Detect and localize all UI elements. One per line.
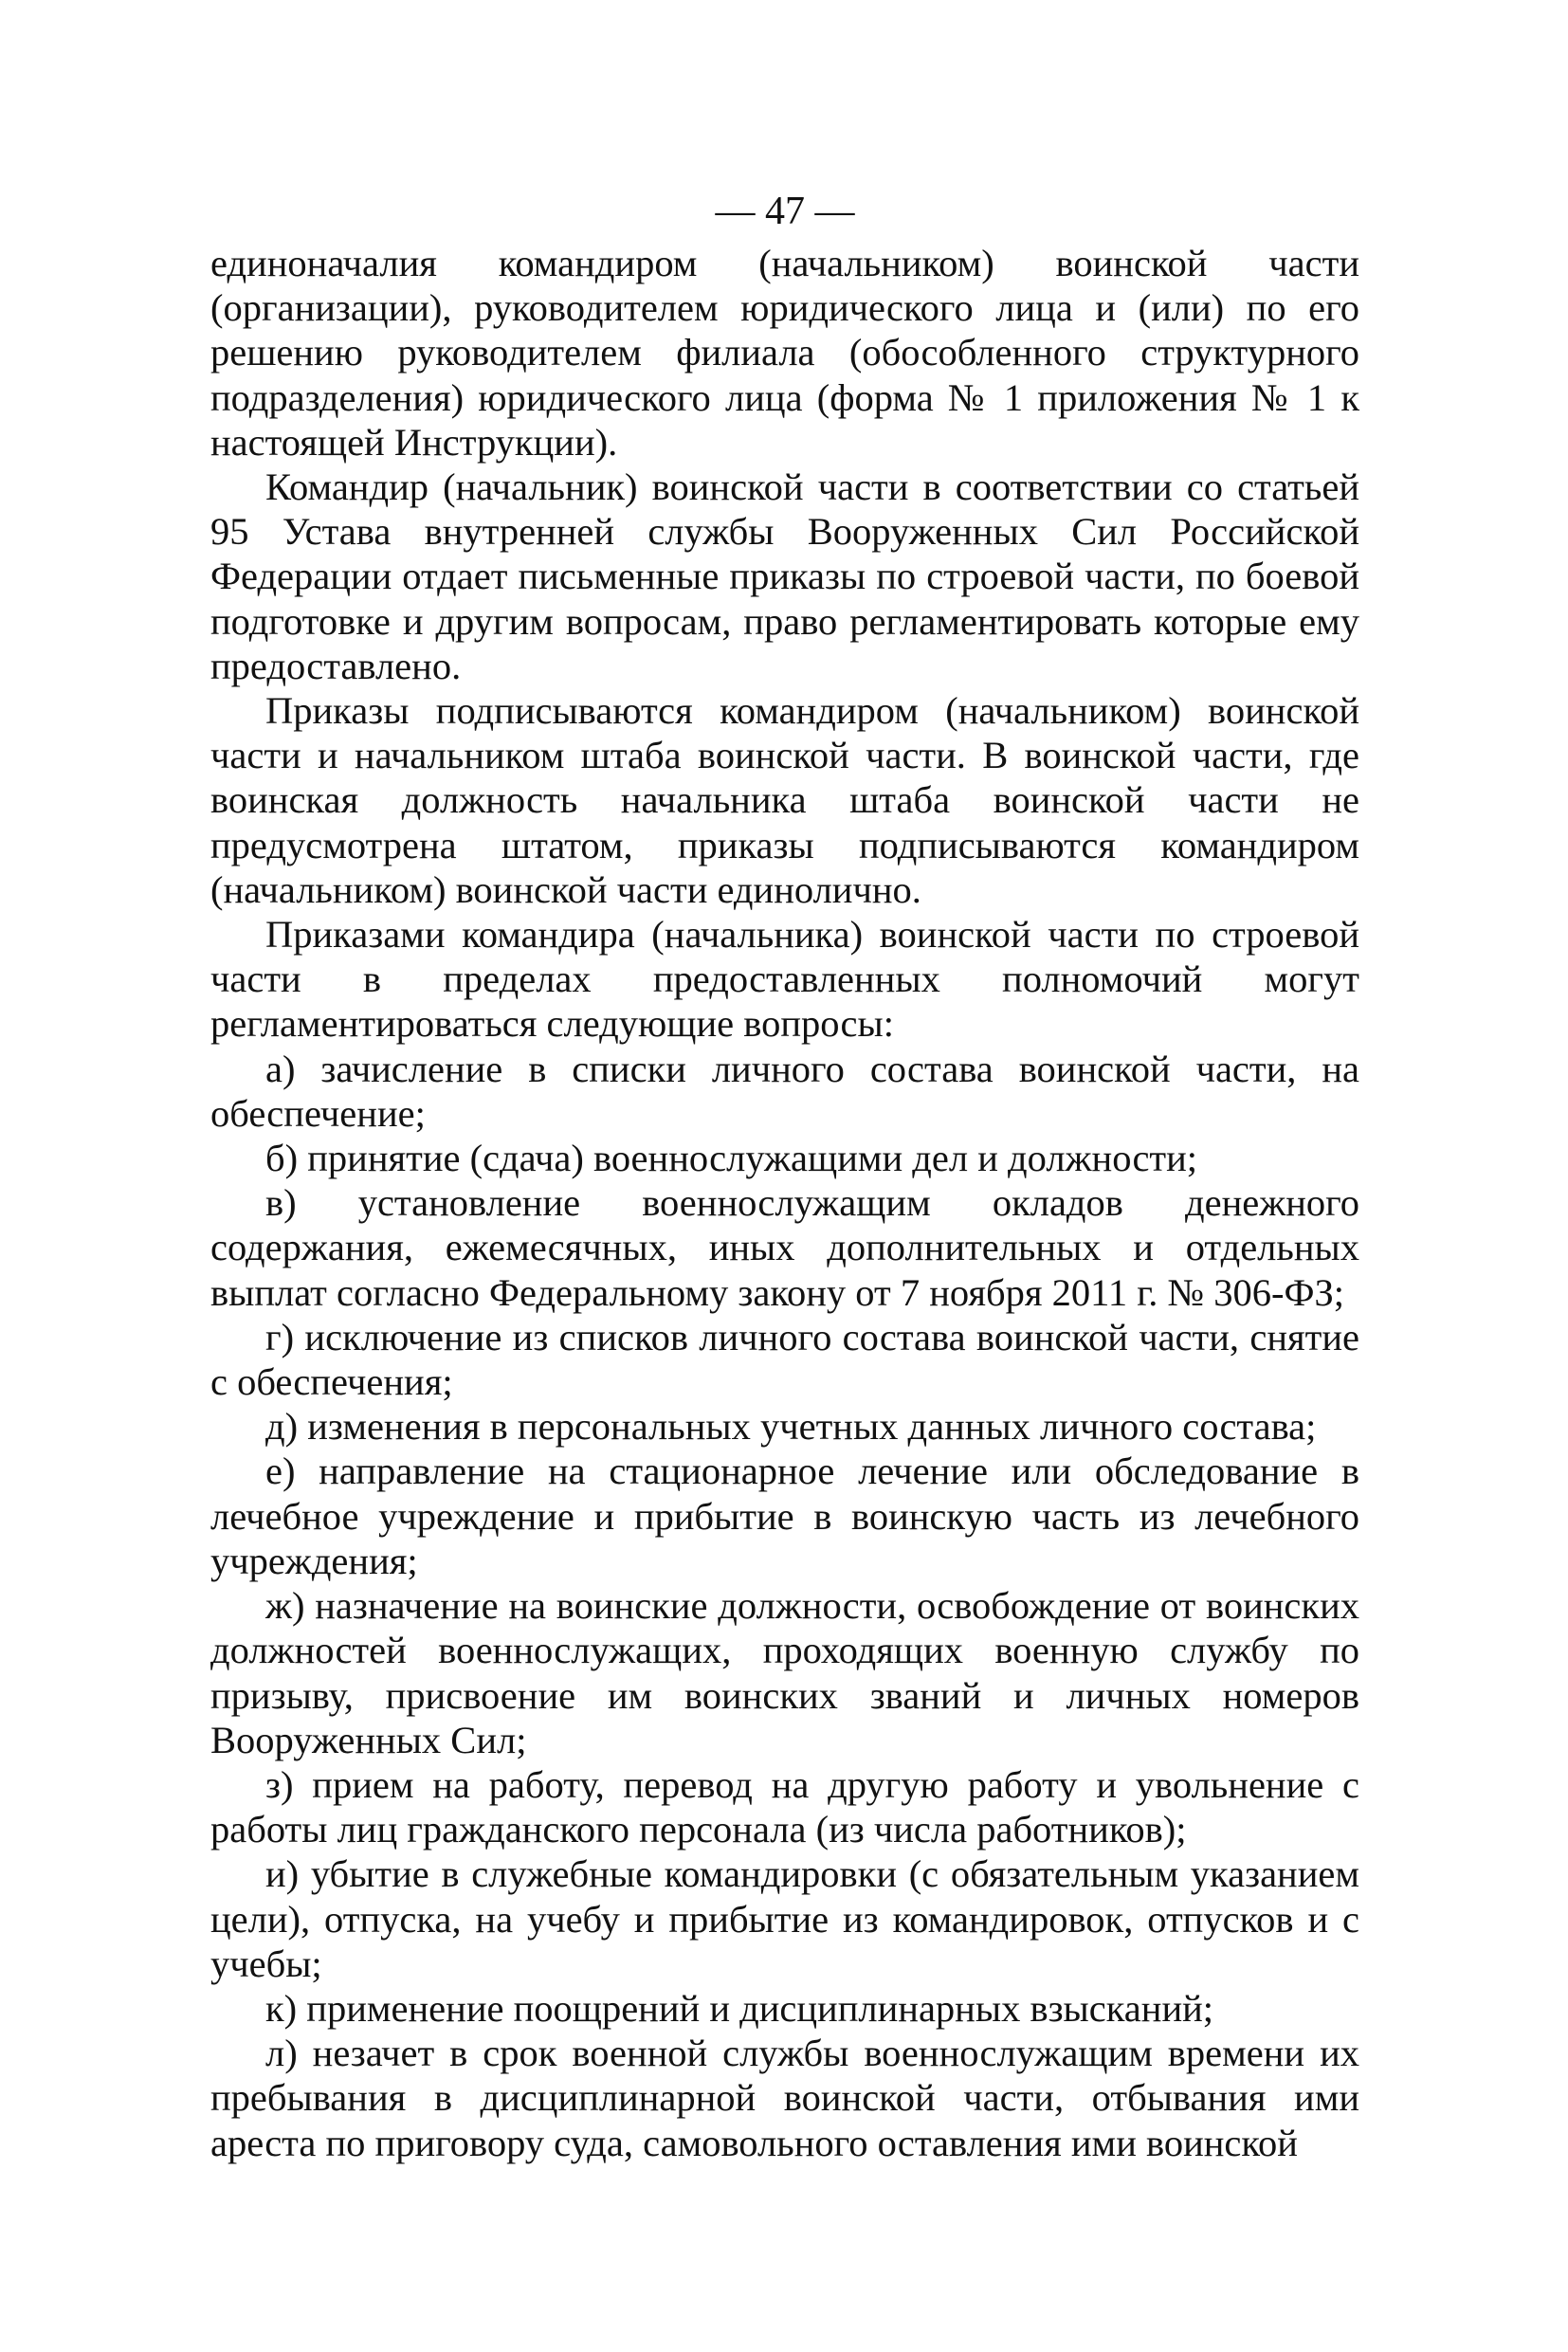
list-item-a: а) зачисление в списки личного состава воинской части, на обеспечение; <box>210 1047 1359 1135</box>
list-item-d: д) изменения в персональных учетных данных личного состава; <box>265 1405 1317 1449</box>
paragraph-4: Приказами командира (начальника) воинской части по строевой части в пределах предоставленных полномочий могут регламентироваться следующие вопросы: <box>210 913 1359 1046</box>
list-item-b: б) принятие (сдача) военнослужащими дел и должности; <box>265 1137 1198 1180</box>
page-number: — 47 — <box>715 190 855 233</box>
paragraph-2: Командир (начальник) воинской части в соответствии со статьей 95 Устава внутренней службы Вооруженных Сил Российской Федерации отдает письменные приказы по строевой части, по боевой подготовке и другим вопросам, право регламентировать которые ему предоставлено. <box>210 465 1359 687</box>
list-item-i: и) убытие в служебные командировки (с обязательным указанием цели), отпуска, на учебу и прибытие из командировок, отпусков и с учебы; <box>210 1852 1359 1985</box>
list-item-k: к) применение поощрений и дисциплинарных взысканий; <box>265 1986 1214 2030</box>
paragraph-1: единоначалия командиром (начальником) воинской части (организации), руководителем юридического лица и (или) по его решению руководителем филиала (обособленного структурного подразделения) юридического лица (форма № 1 приложения № 1 к настоящей Инструкции). <box>210 242 1359 464</box>
document-page <box>210 188 1359 2165</box>
list-item-l: л) незачет в срок военной службы военнослужащим времени их пребывания в дисциплинарной воинской части, отбывания ими ареста по приговору суда, самовольного оставления ими воинской <box>210 2032 1359 2164</box>
list-item-zh: ж) назначение на воинские должности, освобождение от воинских должностей военнослужащих, проходящих военную службу по призыву, присвоение им воинских званий и личных номеров Вооруженных Сил; <box>210 1584 1359 1761</box>
list-item-g: г) исключение из списков личного состава воинской части, снятие с обеспечения; <box>210 1315 1359 1404</box>
list-item-z: з) прием на работу, перевод на другую работу и увольнение с работы лиц гражданского персонала (из числа работников); <box>210 1762 1359 1851</box>
list-item-v: в) установление военнослужащим окладов денежного содержания, ежемесячных, иных дополнительных и отдельных выплат согласно Федеральному закону от 7 ноября 2011 г. № 306-ФЗ; <box>210 1181 1359 1314</box>
list-item-e: е) направление на стационарное лечение или обследование в лечебное учреждение и прибытие в воинскую часть из лечебного учреждения; <box>210 1449 1359 1582</box>
document-body <box>210 241 1359 2165</box>
paragraph-3: Приказы подписываются командиром (начальником) воинской части и начальником штаба воинской части. В воинской части, где воинская должность начальника штаба воинской части не предусмотрена штатом, приказы подписываются командиром (начальником) воинской части единолично. <box>210 689 1359 911</box>
